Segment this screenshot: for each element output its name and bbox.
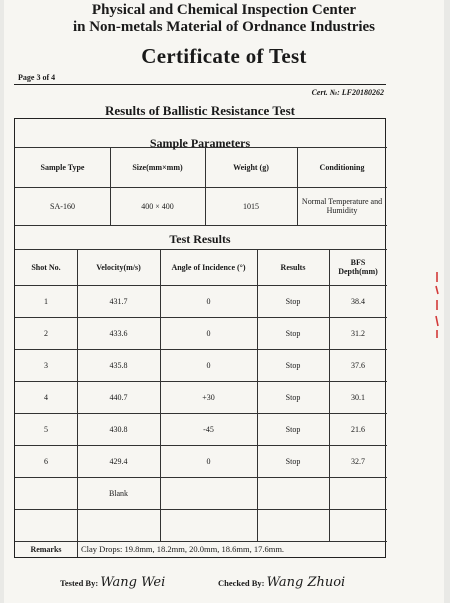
results-header-cell: Shot No.	[31, 262, 61, 272]
results-cell: 21.6	[351, 424, 365, 434]
results-cell: 433.6	[109, 328, 128, 338]
grid-line	[297, 147, 298, 225]
results-cell: Stop	[285, 392, 301, 402]
tested-by-label: Tested By:	[60, 578, 99, 588]
results-cell: Stop	[285, 296, 301, 306]
results-cell	[162, 477, 255, 509]
results-cell: 0	[206, 296, 211, 306]
grid-line	[110, 147, 111, 225]
grid-line	[329, 249, 330, 541]
results-header-cell: BFS Depth(mm)	[338, 258, 378, 276]
grid-line	[77, 249, 78, 541]
sample-header-cell: Size(mm×mm)	[132, 162, 183, 172]
results-cell	[17, 477, 75, 509]
checked-by-label: Checked By:	[218, 578, 265, 588]
results-cell: Blank	[108, 488, 129, 498]
results-cell: Stop	[285, 424, 301, 434]
results-cell: 0	[206, 328, 211, 338]
results-cell: 4	[44, 392, 48, 402]
results-cell: 5	[44, 424, 48, 434]
results-cell: 430.8	[109, 424, 128, 434]
issuer-line-1: Physical and Chemical Inspection Center	[91, 2, 357, 18]
results-cell: Stop	[285, 328, 301, 338]
results-header-cell: Results	[280, 262, 306, 272]
tested-by	[60, 575, 165, 590]
results-cell	[331, 509, 385, 541]
sample-header-cell: Sample Type	[40, 162, 85, 172]
results-cell: 30.1	[351, 392, 365, 402]
issuer-line-2: in Non-metals Material of Ordnance Industries	[72, 19, 376, 35]
sample-parameters-title: Sample Parameters	[149, 136, 251, 150]
sample-value-cell: 400 × 400	[141, 201, 174, 211]
results-header-cell: Angle of Incidence (°)	[171, 262, 246, 272]
results-cell: 6	[44, 456, 48, 466]
report-title: Results of Ballistic Resistance Test	[105, 103, 295, 118]
results-cell: 32.7	[351, 456, 365, 466]
results-cell: Stop	[285, 456, 301, 466]
document-title: Certificate of Test	[141, 44, 307, 68]
header-rule	[14, 84, 386, 85]
checked-by	[218, 575, 345, 590]
results-cell	[79, 509, 158, 541]
certificate-number: Cert. №: LF20180262	[311, 88, 384, 97]
red-stamp-edge	[434, 270, 440, 340]
results-cell: 37.6	[351, 360, 365, 370]
results-cell	[259, 509, 327, 541]
sample-header-cell: Weight (g)	[233, 162, 269, 172]
results-cell: 31.2	[351, 328, 365, 338]
results-cell: -45	[203, 424, 214, 434]
remarks-text: Clay Drops: 19.8mm, 18.2mm, 20.0mm, 18.6mm, 17.6mm.	[81, 544, 285, 554]
sample-header-cell: Conditioning	[319, 162, 365, 172]
tested-by-signature: Wang Wei	[100, 575, 166, 590]
page-number: Page 3 of 4	[18, 73, 56, 82]
results-cell: 429.4	[109, 456, 128, 466]
grid-line	[160, 249, 161, 541]
results-cell: Stop	[285, 360, 301, 370]
test-results-title: Test Results	[169, 232, 231, 246]
results-header-cell: Velocity(m/s)	[96, 262, 141, 272]
sample-value-cell: SA-160	[50, 201, 75, 211]
results-cell	[162, 509, 255, 541]
results-cell: 431.7	[109, 296, 128, 306]
sample-value-cell: Normal Temperature and Humidity	[301, 197, 383, 215]
checked-by-signature: Wang Zhuoi	[266, 575, 346, 590]
grid-line	[205, 147, 206, 225]
results-cell	[331, 477, 385, 509]
results-cell: 435.8	[109, 360, 128, 370]
results-cell: 440.7	[109, 392, 128, 402]
results-cell: +30	[202, 392, 215, 402]
sample-value-cell: 1015	[243, 201, 259, 211]
results-cell: 0	[206, 360, 211, 370]
results-cell: 38.4	[351, 296, 365, 306]
grid-line	[257, 249, 258, 541]
grid-line	[15, 225, 387, 226]
results-cell	[259, 477, 327, 509]
results-cell	[17, 509, 75, 541]
results-cell: 0	[206, 456, 211, 466]
results-cell: 2	[44, 328, 48, 338]
certificate-page	[4, 0, 444, 603]
results-cell: 3	[44, 360, 48, 370]
remarks-label: Remarks	[30, 544, 62, 554]
results-cell: 1	[44, 296, 48, 306]
grid-line	[77, 541, 78, 557]
results-table	[14, 118, 386, 558]
